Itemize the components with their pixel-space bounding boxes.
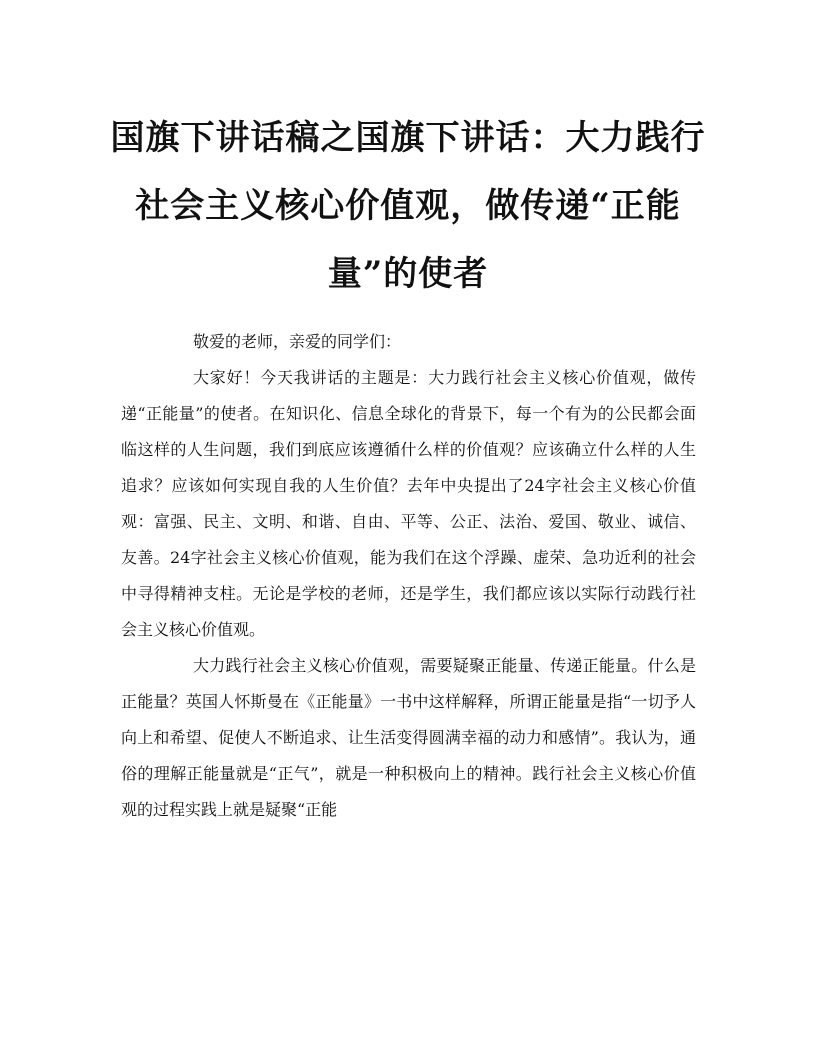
paragraph: 大家好！今天我讲话的主题是：大力践行社会主义核心价值观，做传递“正能量”的使者。在知识化、信息全球化的背景下，每一个有为的公民都会面临这样的人生问题，我们到底应该遵循什么样的价值观？应该确立什么样的人生追求？应该如何实现自我的人生价值？去年中央提出了24字社会主义核心价值观：富强、民主、文明、和谐、自由、平等、公正、法治、爱国、敬业、诚信、友善。24字社会主义核心价值观，能为我们在这个浮躁、虚荣、急功近利的社会中寻得精神支柱。无论是学校的老师，还是学生，我们都应该以实际行动践行社会主义核心价值观。	[121, 368, 696, 639]
salutation: 敬爱的老师，亲爱的同学们：	[193, 332, 402, 351]
document-title: 国旗下讲话稿之国旗下讲话：大力践行社会主义核心价值观，做传递“正能量”的使者	[110, 118, 706, 294]
document-body	[121, 324, 696, 828]
paragraph: 大力践行社会主义核心价值观，需要疑聚正能量、传递正能量。什么是正能量？英国人怀斯曼在《正能量》一书中这样解释，所谓正能量是指“一切予人向上和希望、促使人不断追求、让生活变得圆满幸福的动力和感情”。我认为，通俗的理解正能量就是“正气”，就是一种积极向上的精神。践行社会主义核心价值观的过程实践上就是疑聚“正能	[121, 656, 696, 819]
